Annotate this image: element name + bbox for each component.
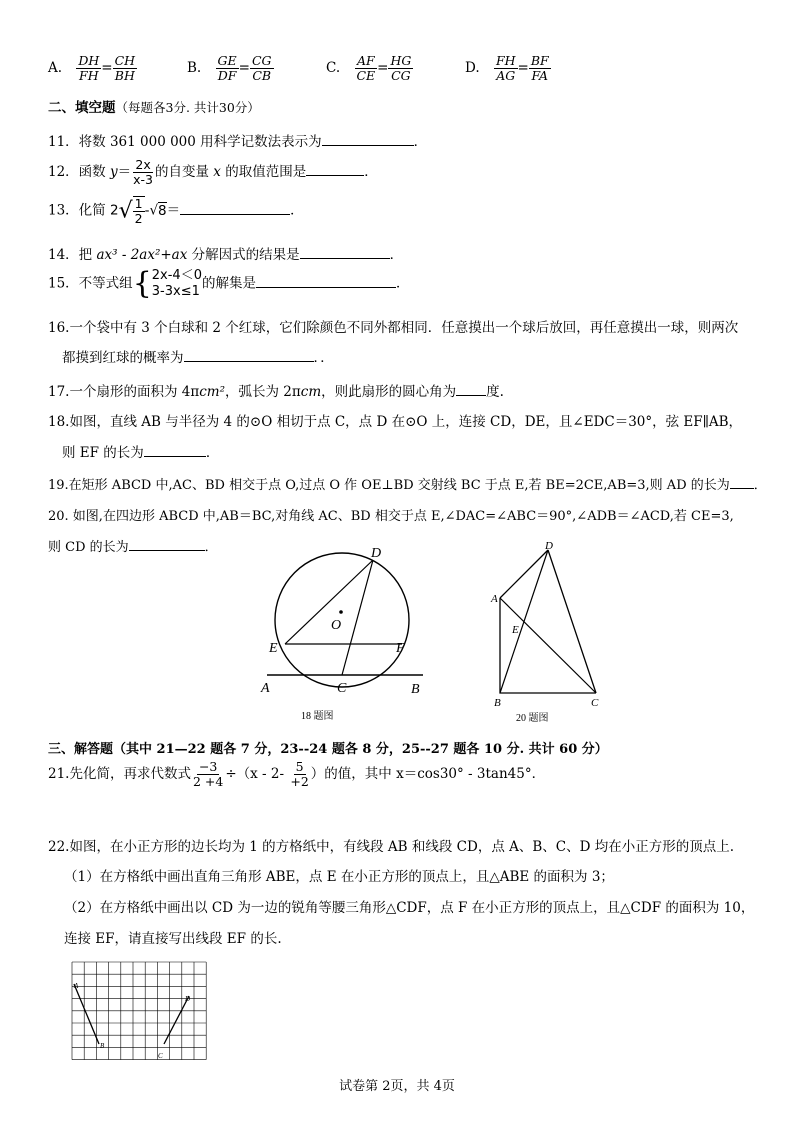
label-d: D <box>185 995 191 1003</box>
label-b: B <box>494 697 501 709</box>
question-16: 16.一个袋中有 3 个白球和 2 个红球，它们除颜色不同外都相同．任意摸出一个球后放回，再任意摸出一球，则两次 <box>48 320 739 336</box>
label-d: D <box>371 546 382 561</box>
question-22-part2: （2）在方格纸中画出以 CD 为一边的锐角等腰三角形△CDF，点 F 在小正方形的顶点上，且△CDF 的面积为 10， <box>64 900 755 916</box>
circle-o <box>275 553 409 687</box>
answer-blank[interactable] <box>300 246 390 259</box>
answer-blank[interactable] <box>180 202 290 215</box>
question-17: 17.一个扇形的面积为 4πcm²，弧长为 2πcm，则此扇形的圆心角为 度. <box>48 384 504 400</box>
question-19: 19.在矩形 ABCD 中,AC、BD 相交于点 O,过点 O 作 OE⊥BD 交射线 BC 于点 E,若 BE=2CE,AB=3,则 AD 的长为 ． <box>48 478 767 493</box>
label-b: B <box>100 1042 105 1050</box>
answer-blank[interactable] <box>184 349 314 362</box>
label-a: A <box>491 593 498 605</box>
diagonal-ac <box>500 598 596 693</box>
segment-cd <box>164 996 189 1044</box>
answer-blank[interactable] <box>322 133 414 146</box>
question-16-line2: 都摸到红球的概率为 ．． <box>62 350 334 366</box>
center-point <box>339 610 343 614</box>
diagonal-bd <box>500 550 548 693</box>
segment-cd <box>342 560 373 675</box>
grid-figure <box>70 960 208 1064</box>
label-a: A <box>261 681 270 696</box>
answer-blank[interactable] <box>129 538 205 551</box>
answer-blank[interactable] <box>456 383 486 396</box>
label-e: E <box>269 641 278 656</box>
question-22-part1: （1）在方格纸中画出直角三角形 ABE，点 E 在小正方形的顶点上，且△ABE 的面积为 3； <box>64 869 614 885</box>
figure-caption: 18 题图 <box>301 711 334 722</box>
q10-option-a[interactable]: A. $\frac{DH}{FH}$ = $\frac{CH}{BH}$ <box>48 53 136 83</box>
question-11: 11．将数 361 000 000 用科学记数法表示为 ． <box>48 134 428 150</box>
answer-blank[interactable] <box>256 275 396 288</box>
side-ad <box>500 550 548 598</box>
question-20: 20. 如图,在四边形 ABCD 中,AB＝BC,对角线 AC、BD 相交于点 E,∠DAC=∠ABC＝90°,∠ADB＝∠ACD,若 CE=3, <box>48 509 734 524</box>
question-18-line2: 则 EF 的长为 ． <box>62 445 220 461</box>
label-b: B <box>411 682 420 697</box>
question-15: 15．不等式组{ 2x-4＜0 3-3x≤1 的解集是 ． <box>48 266 410 301</box>
section2-header: 二、填空题（每题各3分. 共计30分） <box>48 100 260 116</box>
question-20-line2: 则 CD 的长为 ． <box>48 540 218 555</box>
label-d: D <box>545 540 553 552</box>
label-e: E <box>512 624 519 636</box>
question-21: 21.先化简，再求代数式 $\frac{-3}{2 +4}$ ÷（x - 2- $\frac{5}{+2}$ ）的值，其中 x＝cos30° - 3tan45°． <box>48 759 546 789</box>
answer-blank[interactable] <box>144 444 206 457</box>
page-footer: 试卷第 2页，共 4页 <box>339 1079 455 1094</box>
segment-de <box>285 560 373 644</box>
figure-caption: 20 题图 <box>516 713 549 724</box>
q10-option-d[interactable]: D. $\frac{FH}{AG}$ = $\frac{BF}{FA}$ <box>465 53 549 83</box>
side-dc <box>548 550 596 693</box>
section3-header: 三、解答题（其中 21—22 题各 7 分，23--24 题各 8 分，25--27 题各 10 分. 共计 60 分） <box>48 742 608 757</box>
figure-18 <box>255 540 435 725</box>
label-c: C <box>158 1052 163 1060</box>
answer-blank[interactable] <box>730 476 754 489</box>
q10-option-b[interactable]: B. $\frac{GE}{DF}$ = $\frac{CG}{CB}$ <box>187 53 272 83</box>
label-c: C <box>591 697 599 709</box>
answer-blank[interactable] <box>306 163 364 176</box>
label-c: C <box>337 681 347 696</box>
question-18: 18.如图，直线 AB 与半径为 4 的⊙O 相切于点 C，点 D 在⊙O 上，连接 CD，DE，且∠EDC＝30°，弦 EF∥AB， <box>48 414 743 430</box>
sqrt-sign: √ <box>149 202 159 219</box>
question-13: 13．化简 2√ $\frac{1}{2}$ -√8＝ ． <box>48 196 304 226</box>
label-a: A <box>74 982 79 990</box>
grid-lines <box>72 962 206 1060</box>
q10-option-c[interactable]: C. $\frac{AF}{CE}$ = $\frac{HG}{CG}$ <box>326 53 412 83</box>
label-o: O <box>331 618 342 633</box>
figure-20 <box>488 538 608 726</box>
question-22-part3: 连接 EF，请直接写出线段 EF 的长. <box>64 931 282 947</box>
question-12: 12．函数 y＝ $\frac{2x}{x-3}$ 的自变量 x 的取值范围是 ． <box>48 157 378 187</box>
brace: { <box>132 266 152 301</box>
question-14: 14．把 ax³ - 2ax²+ax 分解因式的结果是 ． <box>48 247 404 263</box>
question-22: 22.如图，在小正方形的边长均为 1 的方格纸中，有线段 AB 和线段 CD，点 A、B、C、D 均在小正方形的顶点上. <box>48 839 735 855</box>
label-f: F <box>396 641 405 656</box>
sqrt-sign: √ <box>118 198 133 224</box>
